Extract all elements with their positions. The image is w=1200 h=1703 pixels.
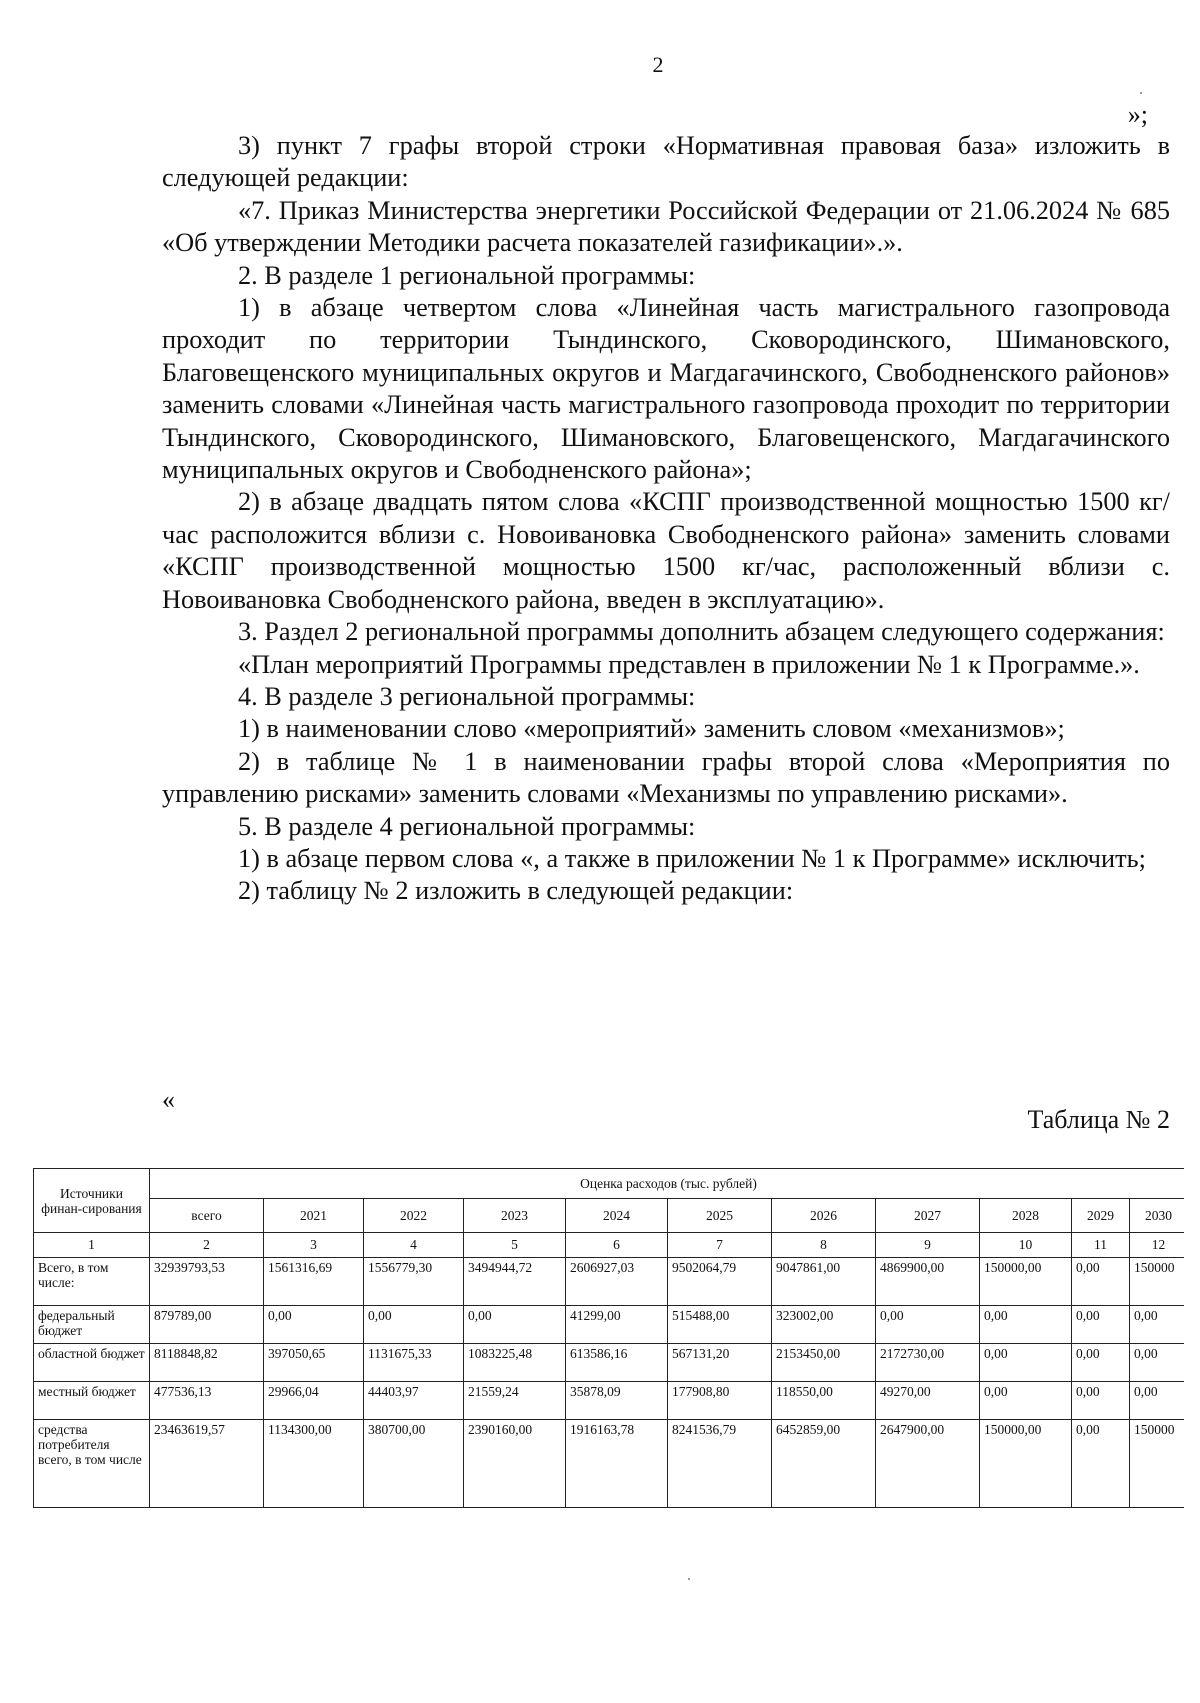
row-source-label: федеральный бюджет (34, 1306, 150, 1344)
table-cell: 2172730,00 (876, 1344, 980, 1382)
table-row-regional (34, 1344, 1188, 1382)
paragraph-section-3-heading: 4. В разделе 3 региональной программы: (238, 681, 696, 711)
table-cell: 0,00 (1072, 1420, 1130, 1508)
table-cell: 1131675,33 (364, 1344, 464, 1382)
table-cell: 3494944,72 (464, 1258, 566, 1306)
table-cell: 0,00 (980, 1344, 1072, 1382)
year-header-row (34, 1199, 1188, 1233)
table-cell: 23463619,57 (150, 1420, 264, 1508)
column-header-year: 2029 (1072, 1199, 1130, 1233)
column-number: 7 (668, 1233, 772, 1258)
column-header-total: всего (150, 1199, 264, 1233)
paragraph-section-4-heading: 5. В разделе 4 региональной программы: (238, 811, 696, 841)
column-header-year: 2026 (772, 1199, 876, 1233)
table-cell: 4869900,00 (876, 1258, 980, 1306)
table-cell: 0,00 (1072, 1382, 1130, 1420)
column-number: 2 (150, 1233, 264, 1258)
table-cell: 879789,00 (150, 1306, 264, 1344)
table-row-total (34, 1258, 1188, 1306)
table-cell: 8118848,82 (150, 1344, 264, 1382)
table-cell: 567131,20 (668, 1344, 772, 1382)
column-number: 10 (980, 1233, 1072, 1258)
paragraph-section-1-item-1: 1) в абзаце четвертом слова «Линейная часть магистрального газопровода проходит по территории Тындинского, Сковородинского, Шимановского, Благовещенского муниципальных округов и Магдагачинского, Свободненского районов» заменить словами «Линейная часть магистрального газопровода проходит по территории Тындинского, Сковородинского, Шимановского, Благовещенского, Магдагачинского муниципальных округов и Свободненского района»; (162, 293, 1170, 485)
column-number: 8 (772, 1233, 876, 1258)
table-cell: 1556779,30 (364, 1258, 464, 1306)
table-cell: 41299,00 (566, 1306, 668, 1344)
row-source-label: местный бюджет (34, 1382, 150, 1420)
expense-group-header: Оценка расходов (тыс. рублей) (150, 1169, 1188, 1199)
table-cell: 0,00 (980, 1306, 1072, 1344)
table-row-consumer (34, 1420, 1188, 1508)
table-cell: 0,00 (1130, 1306, 1188, 1344)
column-header-year: 2030 (1130, 1199, 1188, 1233)
table-cell: 49270,00 (876, 1382, 980, 1420)
table-cell: 1561316,69 (264, 1258, 364, 1306)
paragraph-section-3-item-2: 2) в таблице № 1 в наименовании графы второй слова «Мероприятия по управлению рисками» заменить словами «Механизмы по управлению рисками». (162, 746, 1170, 809)
paragraph-section-3-item-1: 1) в наименовании слово «мероприятий» заменить словом «механизмов»; (238, 714, 1065, 744)
table-cell: 2606927,03 (566, 1258, 668, 1306)
table-cell: 323002,00 (772, 1306, 876, 1344)
table-cell: 29966,04 (264, 1382, 364, 1420)
table-cell: 613586,16 (566, 1344, 668, 1382)
table-cell: 150000 (1130, 1420, 1188, 1508)
table-cell: 0,00 (264, 1306, 364, 1344)
column-number: 3 (264, 1233, 364, 1258)
table-cell: 0,00 (1130, 1382, 1188, 1420)
table-cell: 44403,97 (364, 1382, 464, 1420)
row-source-label: Всего, в том числе: (34, 1258, 150, 1306)
table-cell: 6452859,00 (772, 1420, 876, 1508)
closing-quote-mark: »; (1127, 100, 1148, 129)
opening-quote-mark: « (162, 1085, 175, 1114)
table-cell: 0,00 (1072, 1258, 1130, 1306)
scan-speck (688, 1578, 690, 1580)
column-header-year: 2027 (876, 1199, 980, 1233)
source-column-header: Источники финан-сирования (34, 1169, 150, 1233)
paragraph-plan-text: «План мероприятий Программы представлен в приложении № 1 к Программе.». (238, 649, 1140, 679)
table-cell: 150000,00 (980, 1258, 1072, 1306)
table-cell: 477536,13 (150, 1382, 264, 1420)
table-cell: 397050,65 (264, 1344, 364, 1382)
column-number: 4 (364, 1233, 464, 1258)
paragraph-section-1-heading: 2. В разделе 1 региональной программы: (238, 260, 696, 290)
paragraph-section-4-item-2: 2) таблицу № 2 изложить в следующей редакции: (238, 876, 794, 906)
row-source-label: средства потребителя всего, в том числе (34, 1420, 150, 1508)
table-cell: 1134300,00 (264, 1420, 364, 1508)
table-cell: 0,00 (1072, 1344, 1130, 1382)
table-caption: Таблица № 2 (1027, 1105, 1170, 1134)
column-header-year: 2024 (566, 1199, 668, 1233)
table-cell: 21559,24 (464, 1382, 566, 1420)
paragraph-amendment-3: 3) пункт 7 графы второй строки «Нормативная правовая база» изложить в следующей редакции: (162, 131, 1170, 193)
column-number: 6 (566, 1233, 668, 1258)
table-cell: 150000 (1130, 1258, 1188, 1306)
table-cell: 32939793,53 (150, 1258, 264, 1306)
column-number: 12 (1130, 1233, 1188, 1258)
table-cell: 9047861,00 (772, 1258, 876, 1306)
table-cell: 2647900,00 (876, 1420, 980, 1508)
table-cell: 0,00 (1072, 1306, 1130, 1344)
column-number: 1 (34, 1233, 150, 1258)
column-header-year: 2028 (980, 1199, 1072, 1233)
column-header-year: 2025 (668, 1199, 772, 1233)
table-cell: 1916163,78 (566, 1420, 668, 1508)
table-cell: 515488,00 (668, 1306, 772, 1344)
table-cell: 380700,00 (364, 1420, 464, 1508)
column-header-year: 2022 (364, 1199, 464, 1233)
table-row-federal (34, 1306, 1188, 1344)
page-number: 2 (652, 52, 664, 77)
table-cell: 150000,00 (980, 1420, 1072, 1508)
column-header-year: 2021 (264, 1199, 364, 1233)
column-number: 9 (876, 1233, 980, 1258)
table-cell: 0,00 (364, 1306, 464, 1344)
table-cell: 1083225,48 (464, 1344, 566, 1382)
paragraph-section-2: 3. Раздел 2 региональной программы дополнить абзацем следующего содержания: (238, 617, 1165, 647)
column-number: 5 (464, 1233, 566, 1258)
table-cell: 0,00 (980, 1382, 1072, 1420)
table-cell: 0,00 (464, 1306, 566, 1344)
scan-speck (1140, 92, 1142, 94)
paragraph-section-4-item-1: 1) в абзаце первом слова «, а также в приложении № 1 к Программе» исключить; (238, 843, 1146, 873)
finance-table (33, 1168, 1188, 1508)
paragraph-order-text: «7. Приказ Министерства энергетики Российской Федерации от 21.06.2024 № 685 «Об утверждении Методики расчета показателей газификации».». (162, 195, 1170, 258)
table-cell: 118550,00 (772, 1382, 876, 1420)
table-row-local (34, 1382, 1188, 1420)
column-number-row (34, 1233, 1188, 1258)
table-cell: 2390160,00 (464, 1420, 566, 1508)
table-cell: 35878,09 (566, 1382, 668, 1420)
table-cell: 0,00 (876, 1306, 980, 1344)
document-body (162, 130, 1170, 908)
table-cell: 9502064,79 (668, 1258, 772, 1306)
row-source-label: областной бюджет (34, 1344, 150, 1382)
column-number: 11 (1072, 1233, 1130, 1258)
paragraph-section-1-item-2: 2) в абзаце двадцать пятом слова «КСПГ производственной мощностью 1500 кг/час расположится вблизи с. Новоивановка Свободненского района» заменить словами «КСПГ производственной мощностью 1500 кг/час, расположенный вблизи с. Новоивановка Свободненского района, введен в эксплуатацию». (162, 487, 1170, 614)
page-edge-crop (1184, 1160, 1200, 1520)
table-cell: 177908,80 (668, 1382, 772, 1420)
table-cell: 8241536,79 (668, 1420, 772, 1508)
column-header-year: 2023 (464, 1199, 566, 1233)
table-cell: 2153450,00 (772, 1344, 876, 1382)
table-cell: 0,00 (1130, 1344, 1188, 1382)
